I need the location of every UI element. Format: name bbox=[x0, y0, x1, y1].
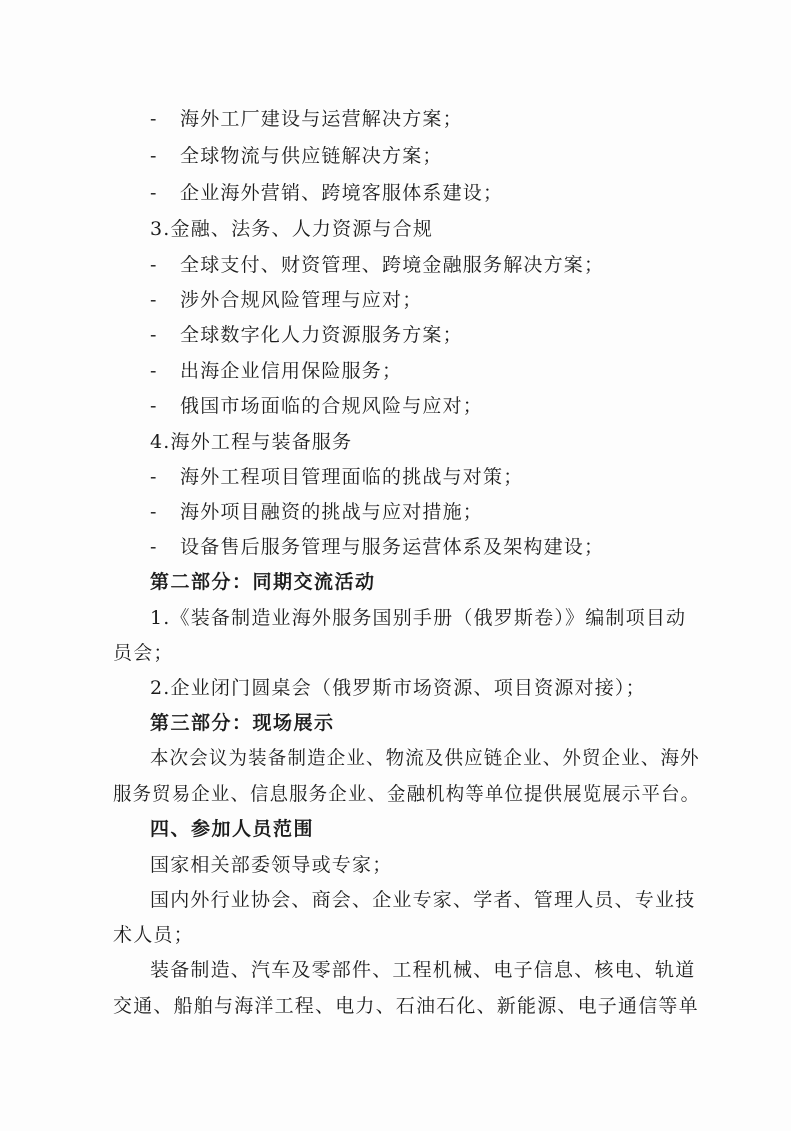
section-4-line-3a: 装备制造、汽车及零部件、工程机械、电子信息、核电、轨道 bbox=[150, 959, 696, 981]
list-item bbox=[150, 535, 604, 559]
section-4-line-3b: 交通、船舶与海洋工程、电力、石油石化、新能源、电子通信等单 bbox=[113, 995, 699, 1017]
part-3-paragraph-line-1: 本次会议为装备制造企业、物流及供应链企业、外贸企业、海外 bbox=[150, 747, 700, 769]
section-4-line-2a: 国内外行业协会、商会、企业专家、学者、管理人员、专业技 bbox=[150, 889, 696, 911]
bullet-dash: - bbox=[150, 501, 158, 523]
list-item-text: 设备售后服务管理与服务运营体系及架构建设； bbox=[180, 536, 605, 558]
bullet-dash: - bbox=[150, 324, 158, 346]
list-item-text: 企业海外营销、跨境客服体系建设； bbox=[180, 182, 504, 204]
part-2-item-1-line-1: 1.《装备制造业海外服务国别手册（俄罗斯卷）》编制项目动 bbox=[150, 607, 687, 629]
part-2-heading: 第二部分：同期交流活动 bbox=[150, 571, 376, 593]
bullet-dash: - bbox=[150, 466, 158, 488]
section-4-heading: 四、参加人员范围 bbox=[150, 818, 315, 840]
part-3-heading: 第三部分：现场展示 bbox=[150, 712, 335, 734]
list-item bbox=[150, 181, 503, 205]
bullet-dash: - bbox=[150, 360, 158, 382]
list-item bbox=[150, 500, 483, 524]
list-item-text: 海外项目融资的挑战与应对措施； bbox=[180, 501, 484, 523]
list-item-text: 海外工程项目管理面临的挑战与对策； bbox=[180, 466, 524, 488]
topic-3-title: 3.金融、法务、人力资源与合规 bbox=[150, 218, 434, 240]
list-item-text: 全球支付、财资管理、跨境金融服务解决方案； bbox=[180, 254, 605, 276]
list-item bbox=[150, 288, 422, 312]
list-item-text: 全球物流与供应链解决方案； bbox=[180, 145, 443, 167]
list-item bbox=[150, 465, 523, 489]
part-2-item-1-line-2: 员会； bbox=[113, 642, 174, 664]
topic-4-title: 4.海外工程与装备服务 bbox=[150, 431, 353, 453]
list-item bbox=[150, 144, 443, 168]
bullet-dash: - bbox=[150, 145, 158, 167]
bullet-dash: - bbox=[150, 108, 158, 130]
list-item bbox=[150, 107, 463, 131]
list-item-text: 全球数字化人力资源服务方案； bbox=[180, 324, 463, 346]
list-item bbox=[150, 323, 463, 347]
bullet-dash: - bbox=[150, 289, 158, 311]
section-4-line-1: 国家相关部委领导或专家； bbox=[150, 854, 393, 876]
bullet-dash: - bbox=[150, 536, 158, 558]
bullet-dash: - bbox=[150, 182, 158, 204]
list-item-text: 涉外合规风险管理与应对； bbox=[180, 289, 423, 311]
part-2-item-2: 2.企业闭门圆桌会（俄罗斯市场资源、项目资源对接）； bbox=[150, 677, 646, 699]
list-item-text: 出海企业信用保险服务； bbox=[180, 360, 403, 382]
list-item bbox=[150, 359, 402, 383]
list-item-text: 俄国市场面临的合规风险与应对； bbox=[180, 395, 484, 417]
bullet-dash: - bbox=[150, 395, 158, 417]
list-item bbox=[150, 253, 604, 277]
list-item-text: 海外工厂建设与运营解决方案； bbox=[180, 108, 463, 130]
section-4-line-2b: 术人员； bbox=[113, 924, 194, 946]
list-item bbox=[150, 394, 483, 418]
part-3-paragraph-line-2: 服务贸易企业、信息服务企业、金融机构等单位提供展览展示平台。 bbox=[113, 783, 701, 805]
bullet-dash: - bbox=[150, 254, 158, 276]
